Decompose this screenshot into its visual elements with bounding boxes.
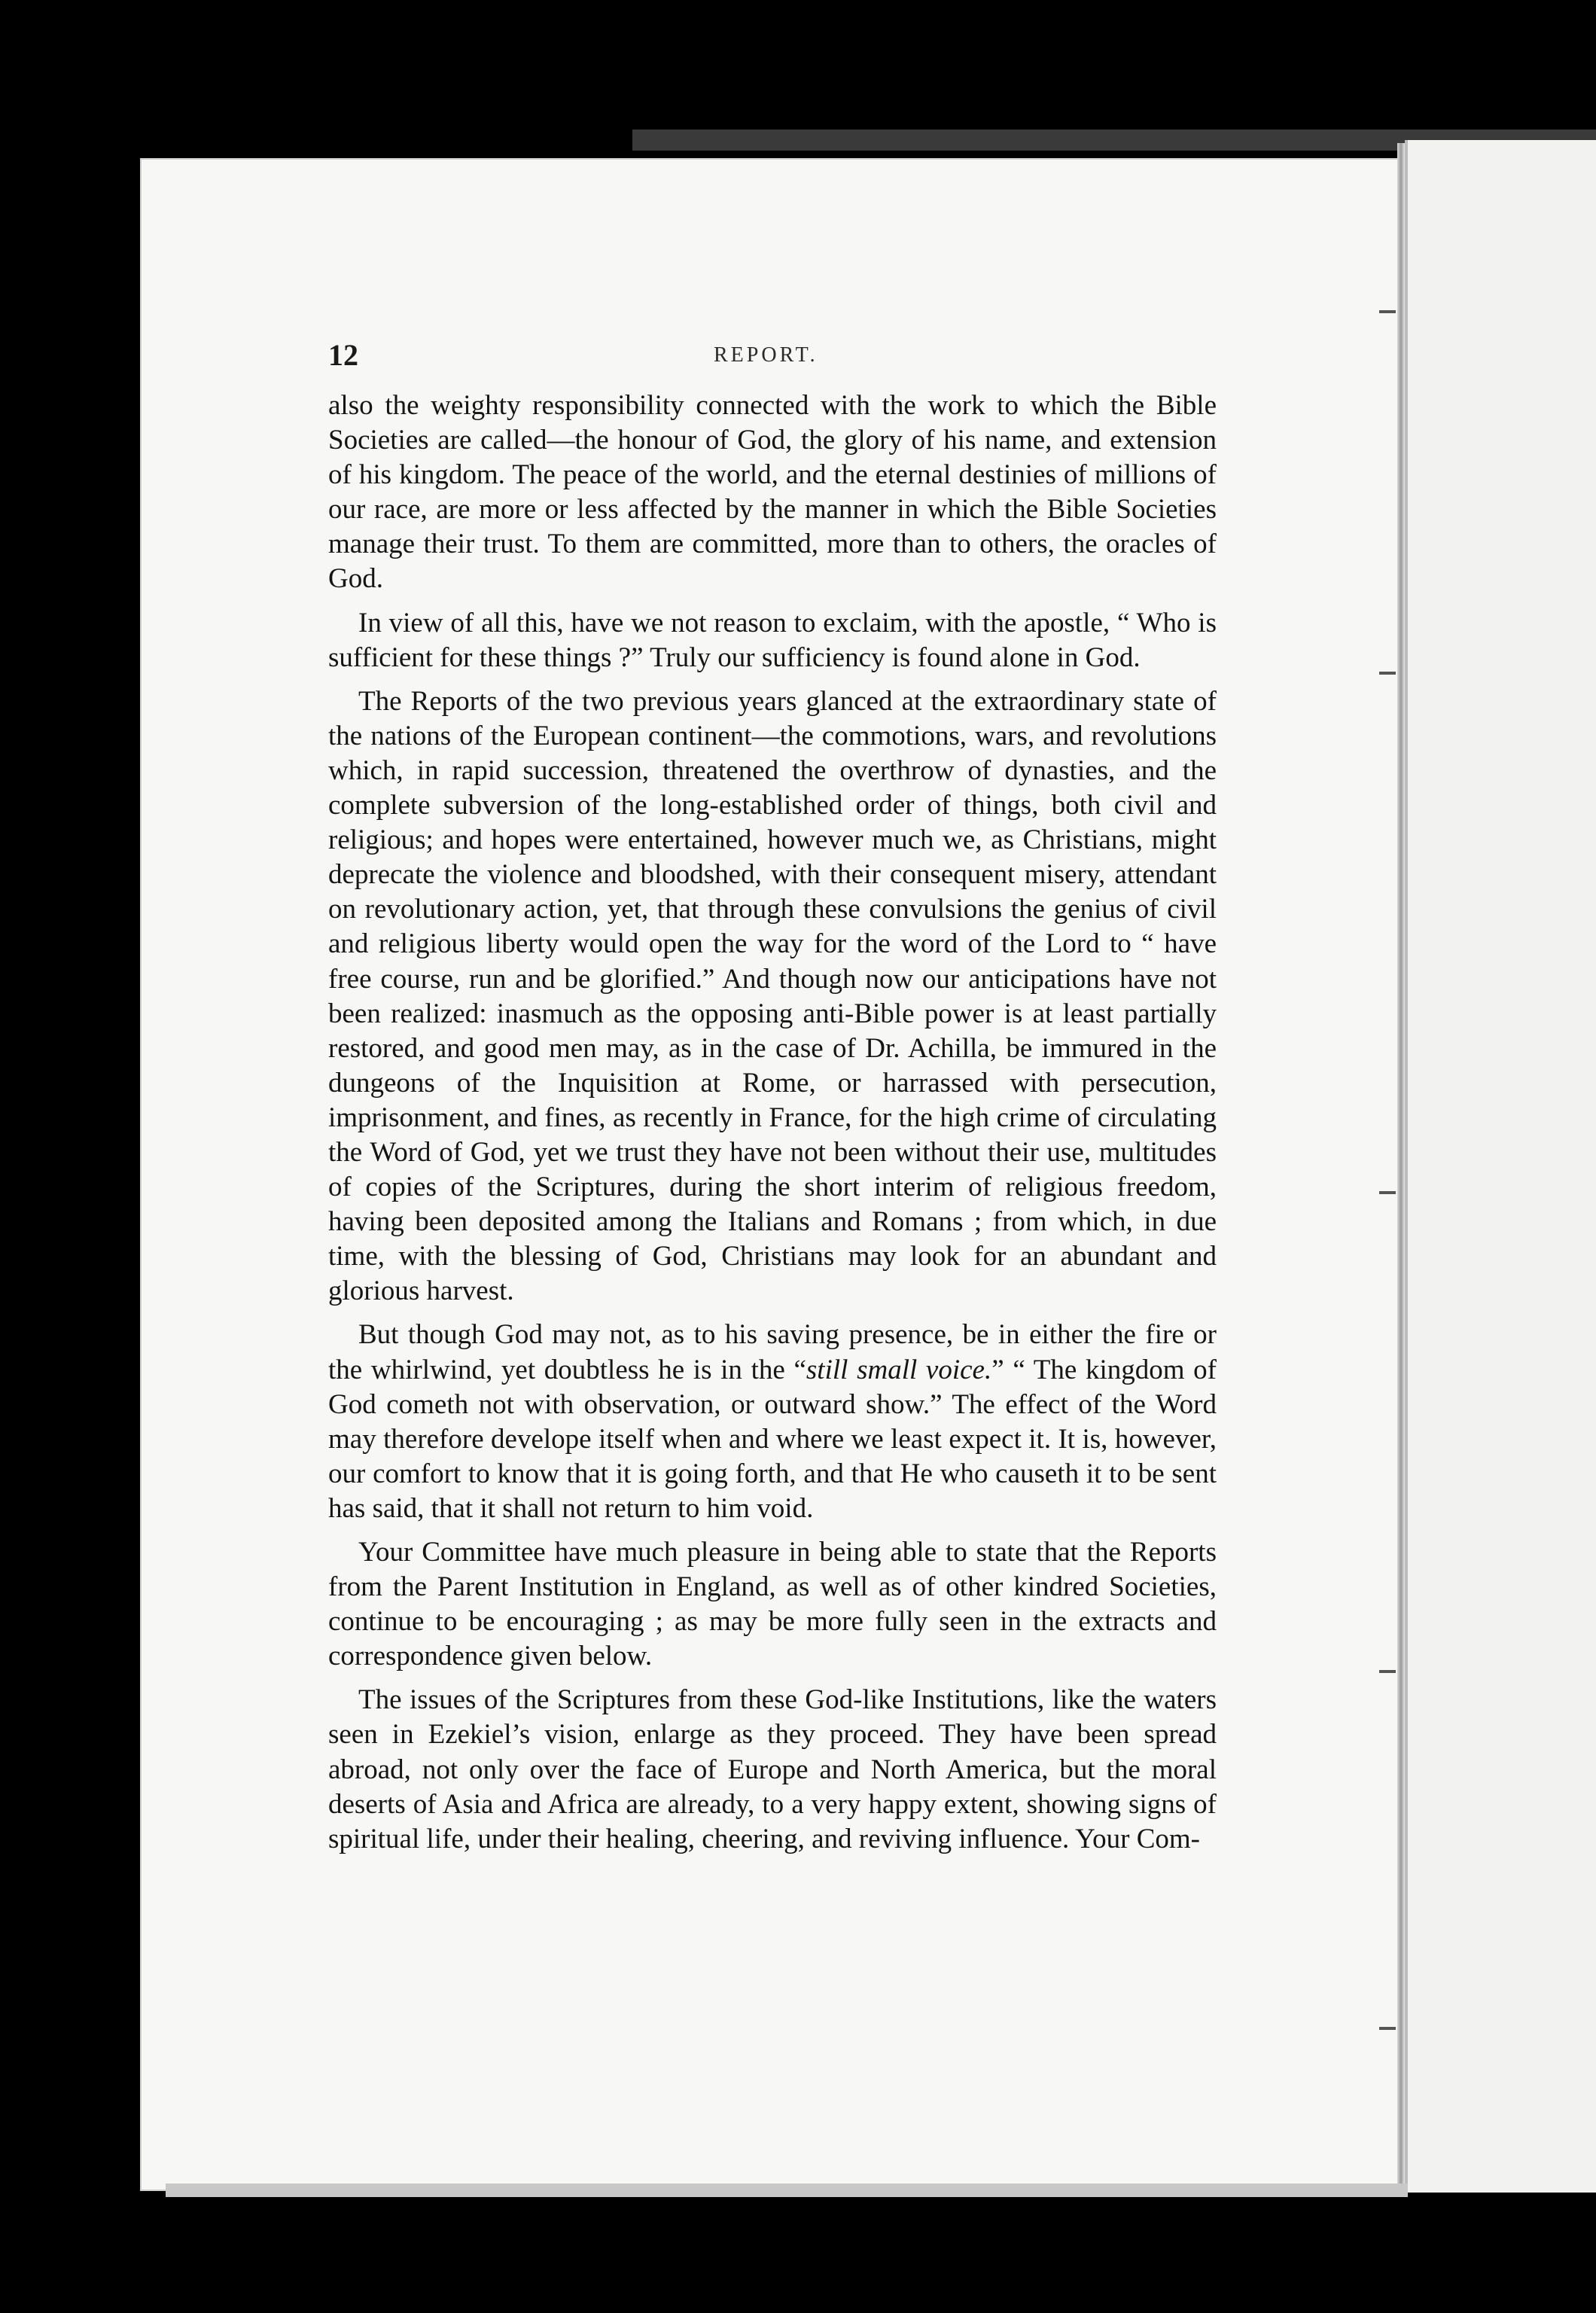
running-head	[328, 337, 1217, 375]
paragraph-3: The Reports of the two previous years glanced at the extraordinary state of the nations of the European continent—the commotions, wars, and revolutions which, in rapid succession, threatened the overthrow of dynasties, and the complete subversion of the long-established order of things, both civil and religious; and hopes were entertained, however much we, as Christians, might deprecate the violence and bloodshed, with their consequent misery, attendant on revolutionary action, yet, that through these convulsions the genius of civil and religious liberty would open the way for the word of the Lord to “ have free course, run and be glorified.” And though now our anticipations have not been realized: inasmuch as the opposing anti-Bible power is at least partially restored, and good men may, as in the case of Dr. Achilla, be immured in the dungeons of the Inquisition at Rome, or harrassed with persecution, imprisonment, and fines, as recently in France, for the high crime of circulating the Word of God, yet we trust they have not been without their use, multitudes of copies of the Scriptures, during the short interim of religious freedom, having been deposited among the Italians and Romans ; from which, in due time, with the blessing of God, Christians may look for an abundant and glorious harvest.	[328, 685, 1217, 1307]
running-title: REPORT.	[714, 343, 818, 367]
edge-mark	[1379, 310, 1396, 313]
paragraph-4-text-a: But though God may not, as to his saving presence, be in either the fire or the whirlwind, yet doubtless he is in the “	[328, 1319, 1217, 1385]
edge-mark	[1379, 2027, 1396, 2030]
paragraph-1: also the weighty responsibility connected with the work to which the Bible Societies are called—the honour of God, the glory of his name, and extension of his kingdom. The peace of the world, and the eternal destinies of millions of our race, are more or less affected by the manner in which the Bible Societies manage their trust. To them are committed, more than to others, the oracles of God.	[328, 390, 1217, 595]
paragraph-2: In view of all this, have we not reason to exclaim, with the apostle, “ Who is sufficient for these things ?” Truly our sufficiency is found alone in God.	[328, 607, 1217, 673]
adjacent-page-edge	[1405, 140, 1596, 2193]
page-bottom-edge	[166, 2183, 1408, 2197]
report-body	[328, 389, 1217, 1866]
paragraph-5: Your Committee have much pleasure in being able to state that the Reports from the Parent Institution in England, as well as of other kindred Societies, continue to be encouraging ; as may be more fully seen in the extracts and correspondence given below.	[328, 1537, 1217, 1672]
page-fold	[1397, 143, 1405, 2191]
paragraph-4-text-b: ” “ The kingdom of God cometh not with observation, or outward show.” The effect of the Word may therefore develope itself when and where we least expect it. It is, however, our comfort to know that it is going forth, and that He who causeth it to be sent has said, that it shall not return to him void.	[328, 1354, 1217, 1524]
paragraph-4	[328, 1318, 1217, 1526]
paragraph-6: The issues of the Scriptures from these God-like Institutions, like the waters seen in Ezekiel’s vision, enlarge as they proceed. They have been spread abroad, not only over the face of Europe and North America, but the moral deserts of Asia and Africa are already, to a very happy extent, showing signs of spiritual life, under their healing, cheering, and reviving influence. Your Com-	[328, 1684, 1217, 1854]
edge-mark	[1379, 672, 1396, 675]
edge-mark	[1379, 1670, 1396, 1673]
page-number: 12	[328, 338, 358, 372]
edge-mark	[1379, 1191, 1396, 1194]
paragraph-4-italic: still small voice.	[806, 1354, 992, 1385]
